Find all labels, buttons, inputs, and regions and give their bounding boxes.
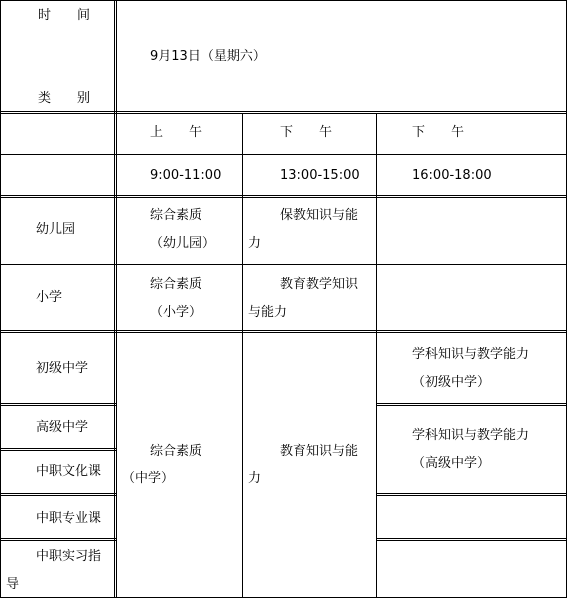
session-afternoon-1: 下 午 [280, 125, 333, 140]
row-divider-kindergarten [0, 264, 567, 265]
time-header-label: 时 间 [38, 8, 91, 23]
category-junior-middle: 初级中学 [36, 361, 89, 376]
session-morning: 上 午 [150, 125, 203, 140]
session-afternoon-2: 下 午 [412, 125, 465, 140]
category-header-label: 类 别 [38, 91, 91, 106]
junior-evening-subject: 学科知识与教学能力 [412, 347, 530, 362]
table-border-top [0, 0, 567, 1]
cat-divider-junior [0, 403, 117, 406]
category-kindergarten: 幼儿园 [36, 222, 76, 237]
category-senior-middle: 高级中学 [36, 420, 89, 435]
middle-afternoon-subject: 教育知识与能 [280, 444, 359, 459]
primary-afternoon-subject: 教育教学知识 [280, 277, 359, 292]
primary-afternoon-subject-cont: 与能力 [248, 305, 288, 320]
time-morning: 9:00-11:00 [150, 168, 222, 183]
row-divider-primary [0, 330, 567, 333]
category-vocational-culture: 中职文化课 [36, 464, 102, 479]
evening-divider-major [376, 538, 567, 541]
table-border-right [566, 0, 567, 598]
kindergarten-morning-note: （幼儿园） [150, 236, 216, 251]
header-divider [0, 111, 567, 114]
kindergarten-afternoon-subject: 保教知识与能 [280, 208, 359, 223]
row-divider-sessions [0, 154, 567, 155]
evening-divider-junior [376, 403, 567, 406]
primary-morning-note: （小学） [150, 305, 203, 320]
kindergarten-morning-subject: 综合素质 [150, 208, 203, 223]
time-afternoon-1: 13:00-15:00 [280, 168, 360, 183]
kindergarten-afternoon-subject-cont: 力 [248, 236, 262, 251]
category-vocational-internship-cont: 导 [6, 577, 20, 592]
category-column-divider [114, 0, 117, 598]
time-afternoon-2: 16:00-18:00 [412, 168, 492, 183]
category-vocational-major: 中职专业课 [36, 511, 102, 526]
session-divider-2 [376, 113, 377, 598]
row-divider-times [0, 195, 567, 198]
middle-morning-note: （中学） [122, 471, 175, 486]
table-border-left [0, 0, 1, 598]
middle-afternoon-subject-cont: 力 [248, 471, 262, 486]
junior-evening-note: （初级中学） [412, 375, 491, 390]
senior-evening-subject: 学科知识与教学能力 [412, 428, 530, 443]
primary-morning-subject: 综合素质 [150, 277, 203, 292]
evening-divider-senior [376, 493, 567, 496]
cat-divider-senior [0, 448, 117, 451]
cat-divider-vocational-culture [0, 493, 117, 496]
cat-divider-vocational-major [0, 538, 117, 541]
category-vocational-internship: 中职实习指 [36, 549, 102, 564]
middle-morning-subject: 综合素质 [150, 444, 203, 459]
category-primary: 小学 [36, 290, 63, 305]
senior-evening-note: （高级中学） [412, 456, 491, 471]
session-divider-1 [242, 113, 243, 598]
exam-date: 9月13日（星期六） [150, 49, 266, 64]
